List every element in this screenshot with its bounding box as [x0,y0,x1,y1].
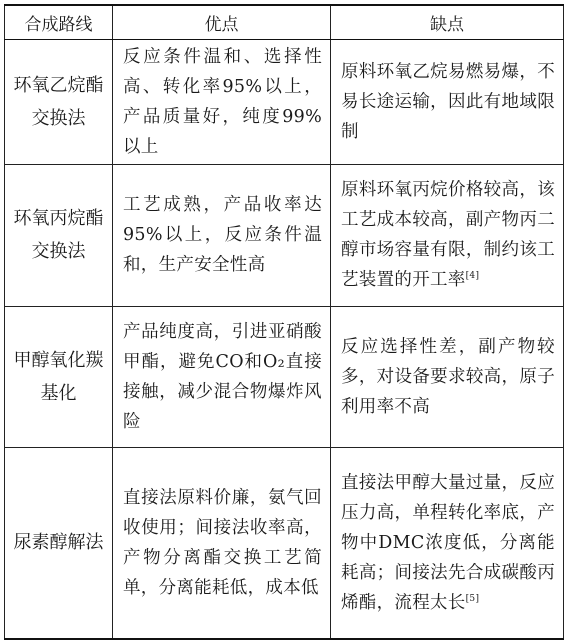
table-row [5,447,564,639]
pros-cell: 产品纯度高，引进亚硝酸甲酯，避免CO和O₂直接接触，减少混合物爆炸风险 [113,306,331,447]
comparison-table-container [4,4,563,613]
header-pros: 优点 [113,5,331,39]
citation-ref: [5] [465,593,480,604]
cons-text: 原料环氧乙烷易燃易爆，不易长途运输，因此有地域限制 [341,61,555,142]
cons-text: 反应选择性差，副产物较多，对设备要求较高，原子利用率不高 [341,336,555,417]
cons-cell [331,164,564,306]
header-cons: 缺点 [331,5,564,39]
cons-text: 原料环氧丙烷价格较高，该工艺成本较高，副产物丙二醇市场容量有限，制约该工艺装置的开工率 [341,180,555,290]
header-route: 合成路线 [5,5,113,39]
citation-ref: [4] [465,271,480,282]
cons-text: 直接法甲醇大量过量，反应压力高，单程转化率底，产物中DMC浓度低，分离能耗高；间接法先合成碳酸丙烯酯，流程太长 [341,472,555,613]
cons-cell [331,39,564,164]
pros-cell: 工艺成熟，产品收率达95%以上，反应条件温和，生产安全性高 [113,164,331,306]
cons-cell [331,447,564,639]
route-cell: 环氧丙烷酯交换法 [5,164,113,306]
route-cell: 尿素醇解法 [5,447,113,639]
cons-cell [331,306,564,447]
pros-cell: 直接法原料价廉，氨气回收使用；间接法收率高，产物分离酯交换工艺简单，分离能耗低，成本低 [113,447,331,639]
table-row [5,39,564,164]
table-row [5,164,564,306]
synthesis-route-comparison-table [4,4,564,640]
table-header-row [5,5,564,39]
route-cell: 环氧乙烷酯交换法 [5,39,113,164]
table-row [5,306,564,447]
route-cell: 甲醇氧化羰基化 [5,306,113,447]
pros-cell: 反应条件温和、选择性高、转化率95%以上，产品质量好，纯度99%以上 [113,39,331,164]
